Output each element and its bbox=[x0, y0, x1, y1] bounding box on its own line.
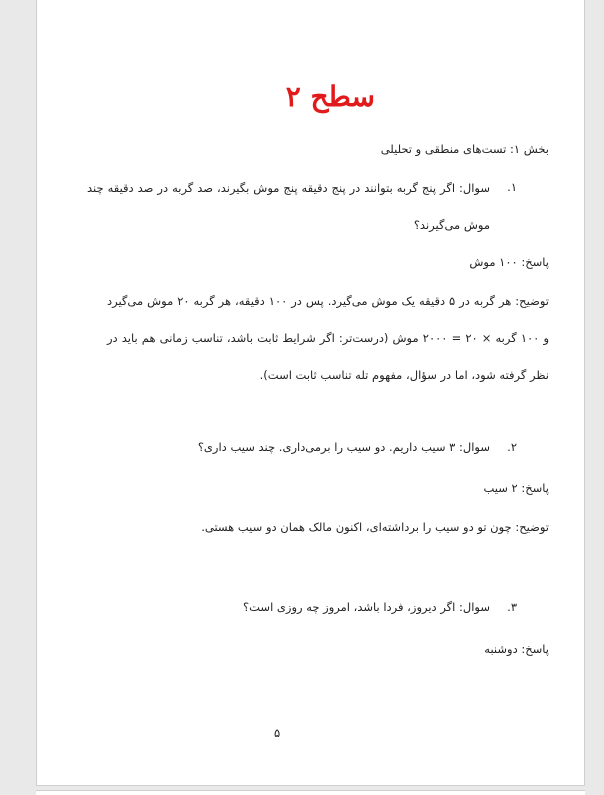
page-number: ۵ bbox=[274, 726, 281, 740]
question-1-first-line-block bbox=[87, 170, 490, 244]
question-3-text: سوال: اگر دیروز، فردا باشد، امروز چه روزی است؟ bbox=[243, 600, 490, 614]
answer-2: پاسخ: ۲ سیب bbox=[483, 481, 549, 495]
question-2-text: سوال: ۳ سیب داریم. دو سیب را برمی‌داری. چند سیب داری؟ bbox=[197, 440, 490, 454]
page-title: سطح ۲ bbox=[285, 80, 375, 113]
explanation-1: توضیح: هر گربه در ۵ دقیقه یک موش می‌گیرد. پس در ۱۰۰ دقیقه، هر گربه ۲۰ موش می‌گیرد و ۱۰۰ گربه × ۲۰ = ۲۰۰۰ موش (درست‌تر: اگر شرایط ثابت باشد، تناسب زمانی هم باید در نظر گرفته شود، اما در سؤال، مفهوم تله تناسب ثابت است). bbox=[107, 294, 549, 382]
question-number-2: ۲. bbox=[507, 440, 517, 454]
explanation-2: توضیح: چون تو دو سیب را برداشته‌ای، اکنون مالک همان دو سیب هستی. bbox=[201, 520, 549, 534]
answer-1: پاسخ: ۱۰۰ موش bbox=[469, 255, 549, 269]
question-number-3: ۳. bbox=[507, 600, 517, 614]
section-heading: بخش ۱: تست‌های منطقی و تحلیلی bbox=[380, 142, 549, 156]
question-number-1: ۱. bbox=[507, 180, 517, 194]
next-page-edge bbox=[36, 790, 585, 795]
question-1-text: سوال: اگر پنج گربه بتوانند در پنج دقیقه پنج موش بگیرند، صد گربه در صد دقیقه چند موش می‌گیرند؟ bbox=[87, 181, 490, 232]
answer-3: پاسخ: دوشنبه bbox=[484, 642, 549, 656]
